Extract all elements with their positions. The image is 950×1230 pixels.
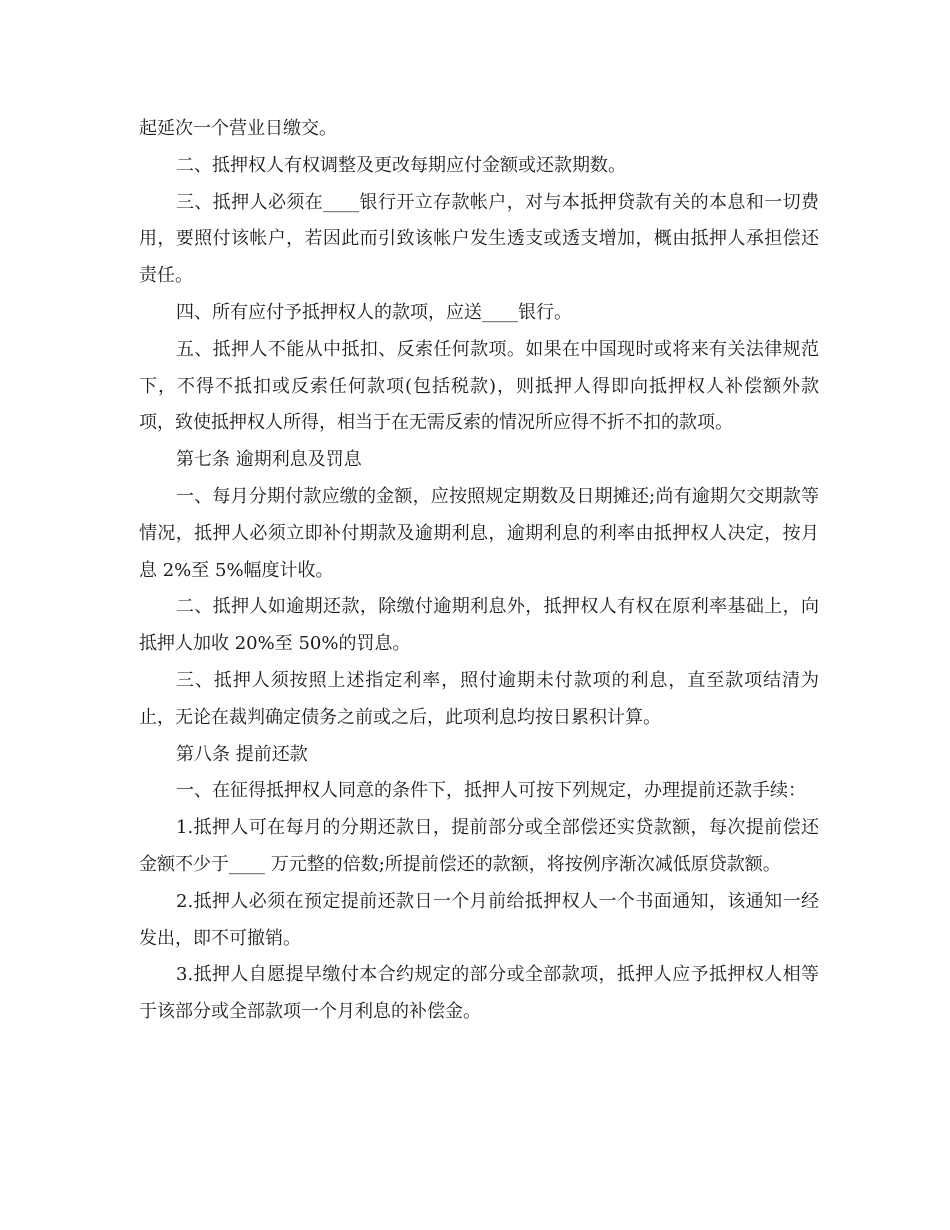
paragraph-article-8-item-1: 1.抵押人可在每月的分期还款日，提前部分或全部偿还实贷款额，每次提前偿还金额不少于____ 万元整的倍数;所提前偿还的款额，将按例序渐次减低原贷款额。 (139, 817, 819, 875)
paragraph-clause-2: 二、抵押权人有权调整及更改每期应付金额或还款期数。 (176, 154, 626, 176)
paragraph-article-7-clause-3: 三、抵押人须按照上述指定利率，照付逾期未付款项的利息，直至款项结清为止，无论在裁判确定债务之前或之后，此项利息均按日累积计算。 (139, 669, 819, 728)
article-8-heading: 第八条 提前还款 (176, 743, 308, 765)
paragraph-clause-5: 五、抵押人不能从中抵扣、反索任何款项。如果在中国现时或将来有关法律规范下，不得不抵扣或反索任何款项(包括税款)，则抵押人得即向抵押权人补偿额外款项，致使抵押权人所得，相当于在无需反索的情况所应得不折不扣的款项。 (139, 338, 819, 434)
paragraph-clause-3: 三、抵押人必须在____银行开立存款帐户，对与本抵押贷款有关的本息和一切费用，要照付该帐户，若因此而引致该帐户发生透支或透支增加，概由抵押人承担偿还责任。 (139, 191, 819, 287)
article-7-heading: 第七条 逾期利息及罚息 (176, 449, 362, 471)
paragraph-continuation: 起延次一个营业日缴交。 (139, 118, 337, 139)
paragraph-article-8-item-2: 2.抵押人必须在预定提前还款日一个月前给抵押权人一个书面通知，该通知一经发出，即不可撤销。 (139, 890, 819, 949)
paragraph-article-7-clause-1: 一、每月分期付款应缴的金额，应按照规定期数及日期摊还;尚有逾期欠交期款等情况，抵押人必须立即补付期款及逾期利息，逾期利息的利率由抵押权人决定，按月息 2%至 5%幅度计收。 (139, 485, 819, 581)
document-body (139, 111, 819, 1031)
paragraph-article-8-clause-1: 一、在征得抵押权人同意的条件下，抵押人可按下列规定，办理提前还款手续： (176, 780, 806, 802)
paragraph-article-8-item-3: 3.抵押人自愿提早缴付本合约规定的部分或全部款项，抵押人应予抵押权人相等于该部分或全部款项一个月利息的补偿金。 (139, 964, 819, 1023)
paragraph-article-7-clause-2: 二、抵押人如逾期还款，除缴付逾期利息外，抵押权人有权在原利率基础上，向抵押人加收 20%至 50%的罚息。 (139, 596, 819, 655)
paragraph-clause-4: 四、所有应付予抵押权人的款项，应送____银行。 (176, 301, 572, 323)
